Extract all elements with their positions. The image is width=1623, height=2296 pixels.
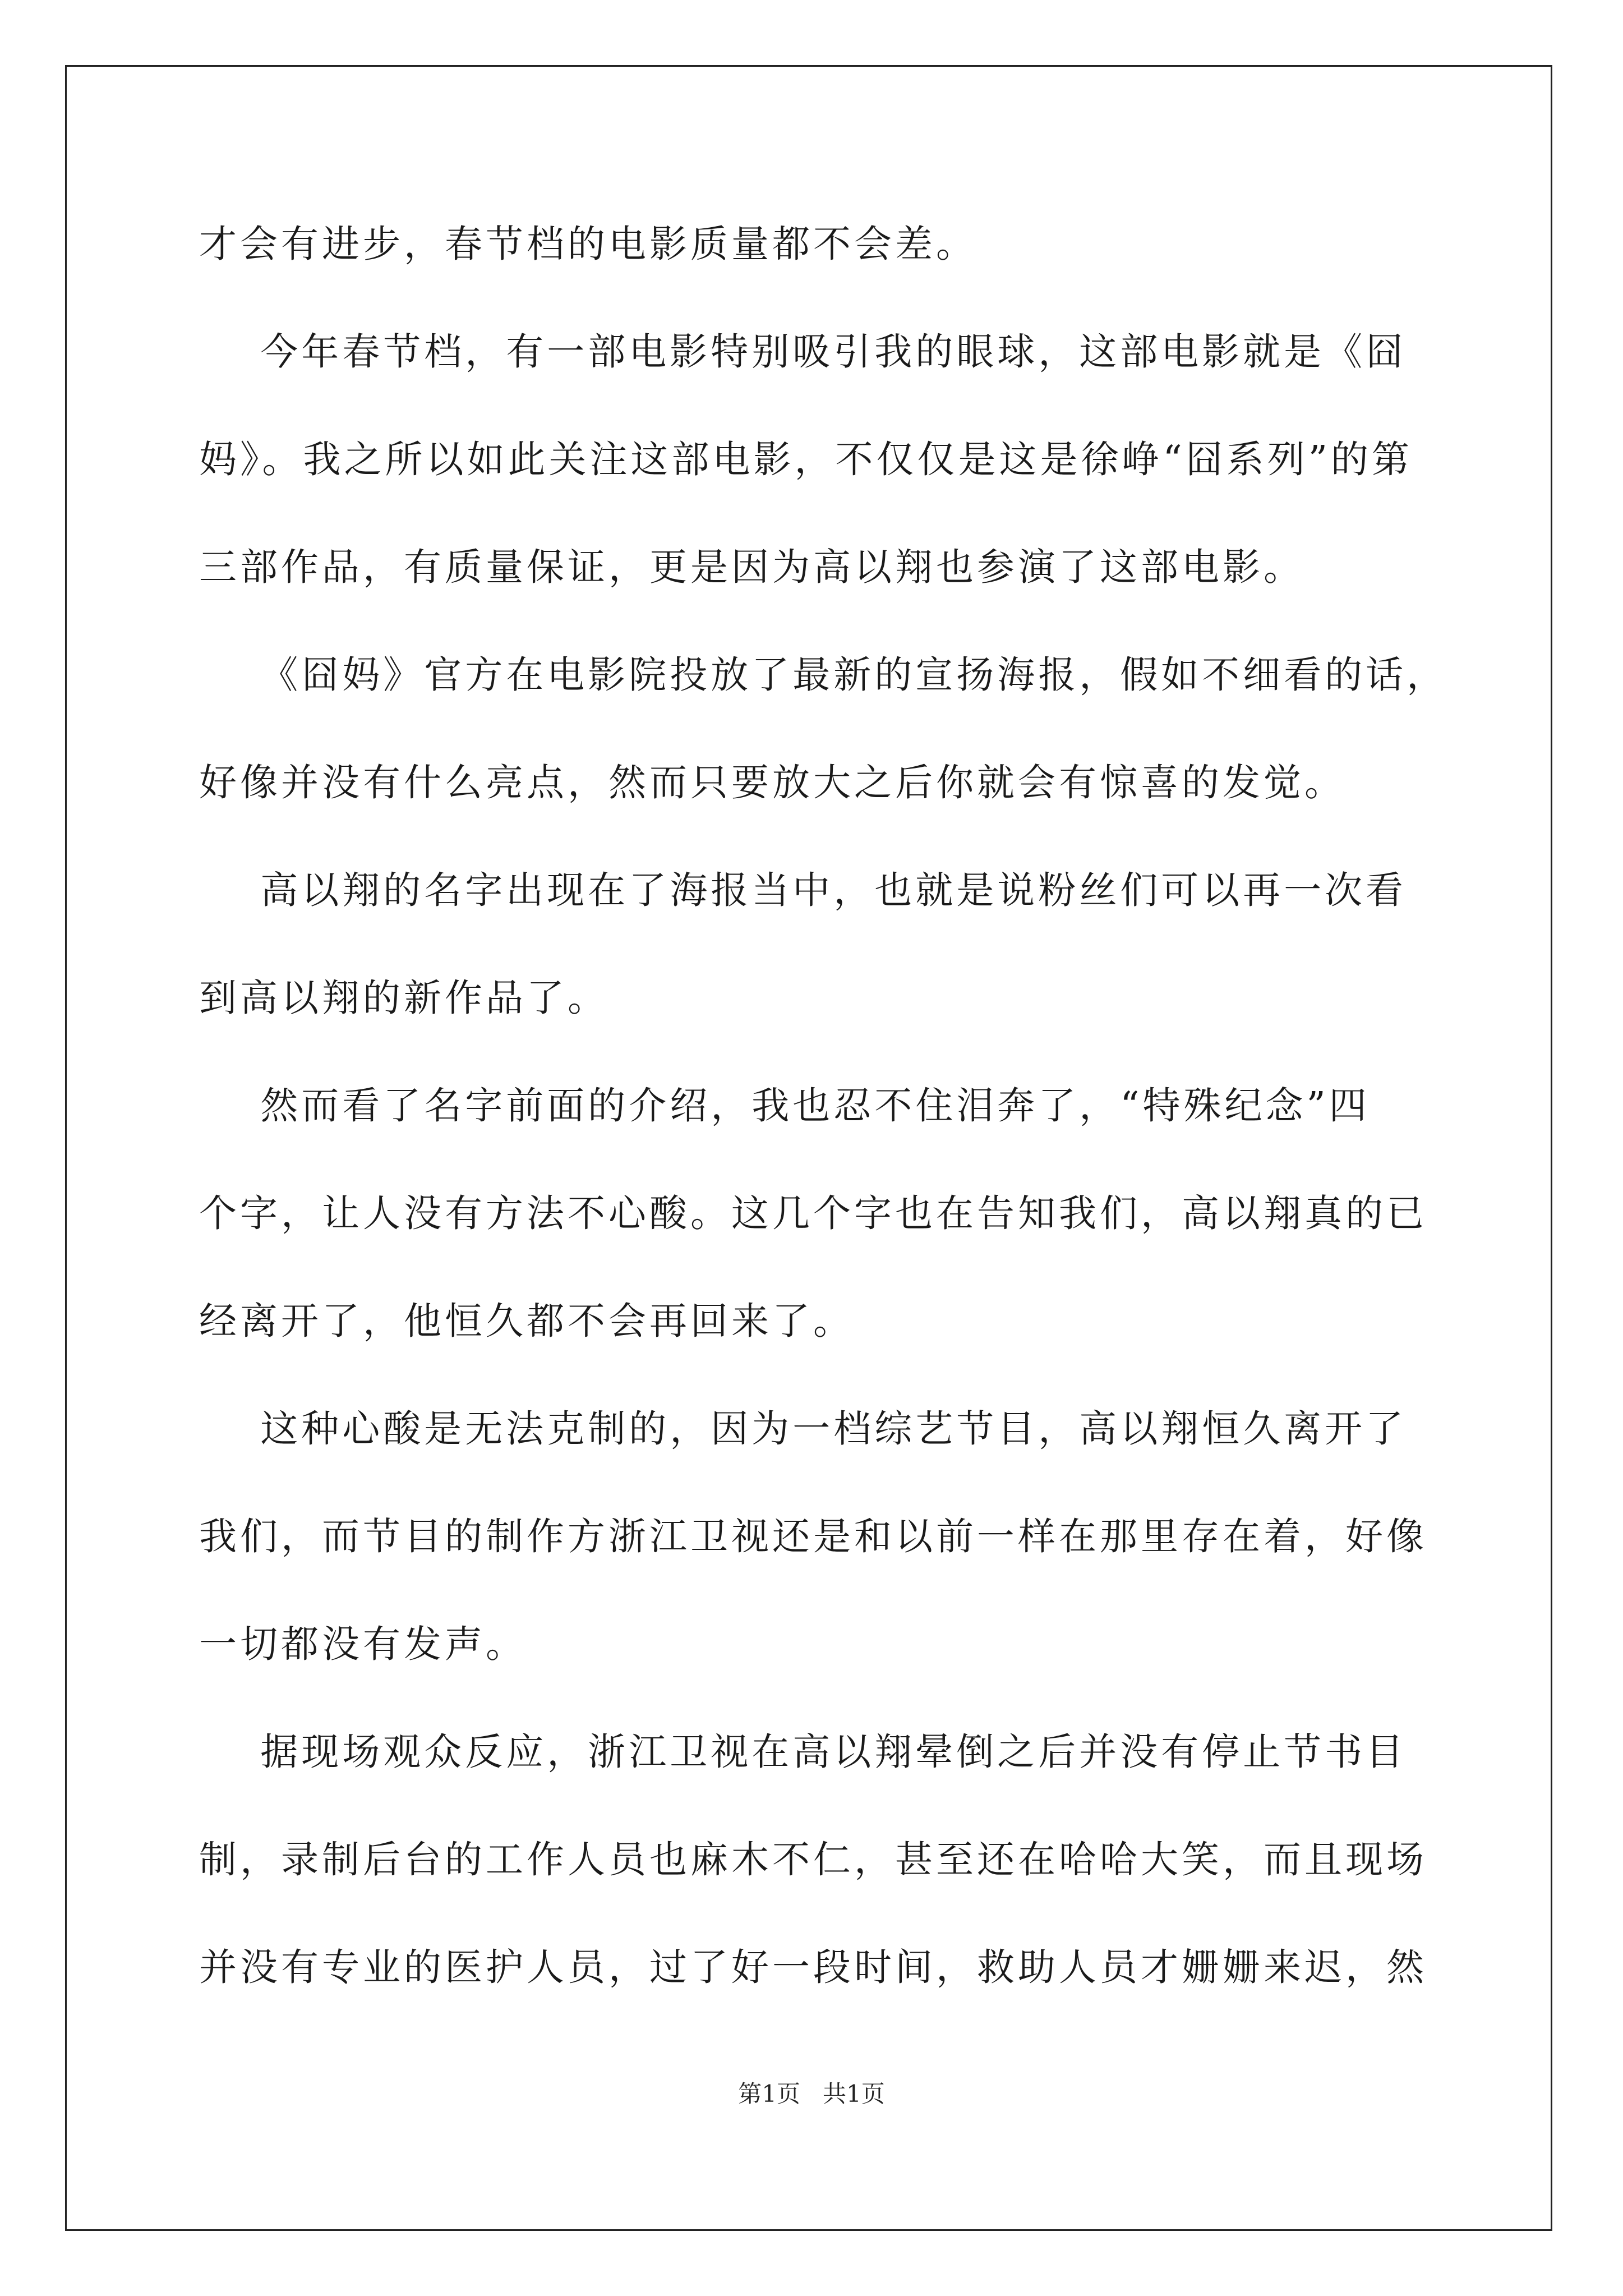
text-line: 个字，让人没有方法不心酸。这几个字也在告知我们，高以翔真的已 <box>199 1191 1427 1235</box>
text-line: 妈》。我之所以如此关注这部电影，不仅仅是这是徐峥“囧系列”的第 <box>199 438 1413 481</box>
text-line: 经离开了，他恒久都不会再回来了。 <box>199 1299 854 1343</box>
text-line: 三部作品，有质量保证，更是因为高以翔也参演了这部电影。 <box>199 545 1304 589</box>
text-line: 一切都没有发声。 <box>199 1622 527 1666</box>
text-line: 制，录制后台的工作人员也麻木不仁，甚至还在哈哈大笑，而且现场 <box>199 1838 1427 1881</box>
text-line: 高以翔的名字出现在了海报当中，也就是说粉丝们可以再一次看 <box>199 868 1407 912</box>
text-line: 《囧妈》官方在电影院投放了最新的宣扬海报，假如不细看的话， <box>199 653 1448 697</box>
page-footer: 第1页 共1页 <box>738 2080 885 2108</box>
text-line: 好像并没有什么亮点，然而只要放大之后你就会有惊喜的发觉。 <box>199 761 1345 804</box>
text-line: 这种心酸是无法克制的，因为一档综艺节目，高以翔恒久离开了 <box>199 1407 1407 1451</box>
text-line: 并没有专业的医护人员，过了好一段时间，救助人员才姗姗来迟，然 <box>199 1945 1427 1989</box>
text-line: 今年春节档，有一部电影特别吸引我的眼球，这部电影就是《囧 <box>199 330 1407 374</box>
text-line: 据现场观众反应，浙江卫视在高以翔晕倒之后并没有停止节书目 <box>199 1730 1407 1774</box>
text-line: 我们，而节目的制作方浙江卫视还是和以前一样在那里存在着，好像 <box>199 1515 1427 1558</box>
text-line: 然而看了名字前面的介绍，我也忍不住泪奔了，“特殊纪念”四 <box>199 1084 1370 1128</box>
document-body <box>199 190 1448 2021</box>
text-line: 到高以翔的新作品了。 <box>199 976 608 1020</box>
text-line: 才会有进步，春节档的电影质量都不会差。 <box>199 222 977 266</box>
